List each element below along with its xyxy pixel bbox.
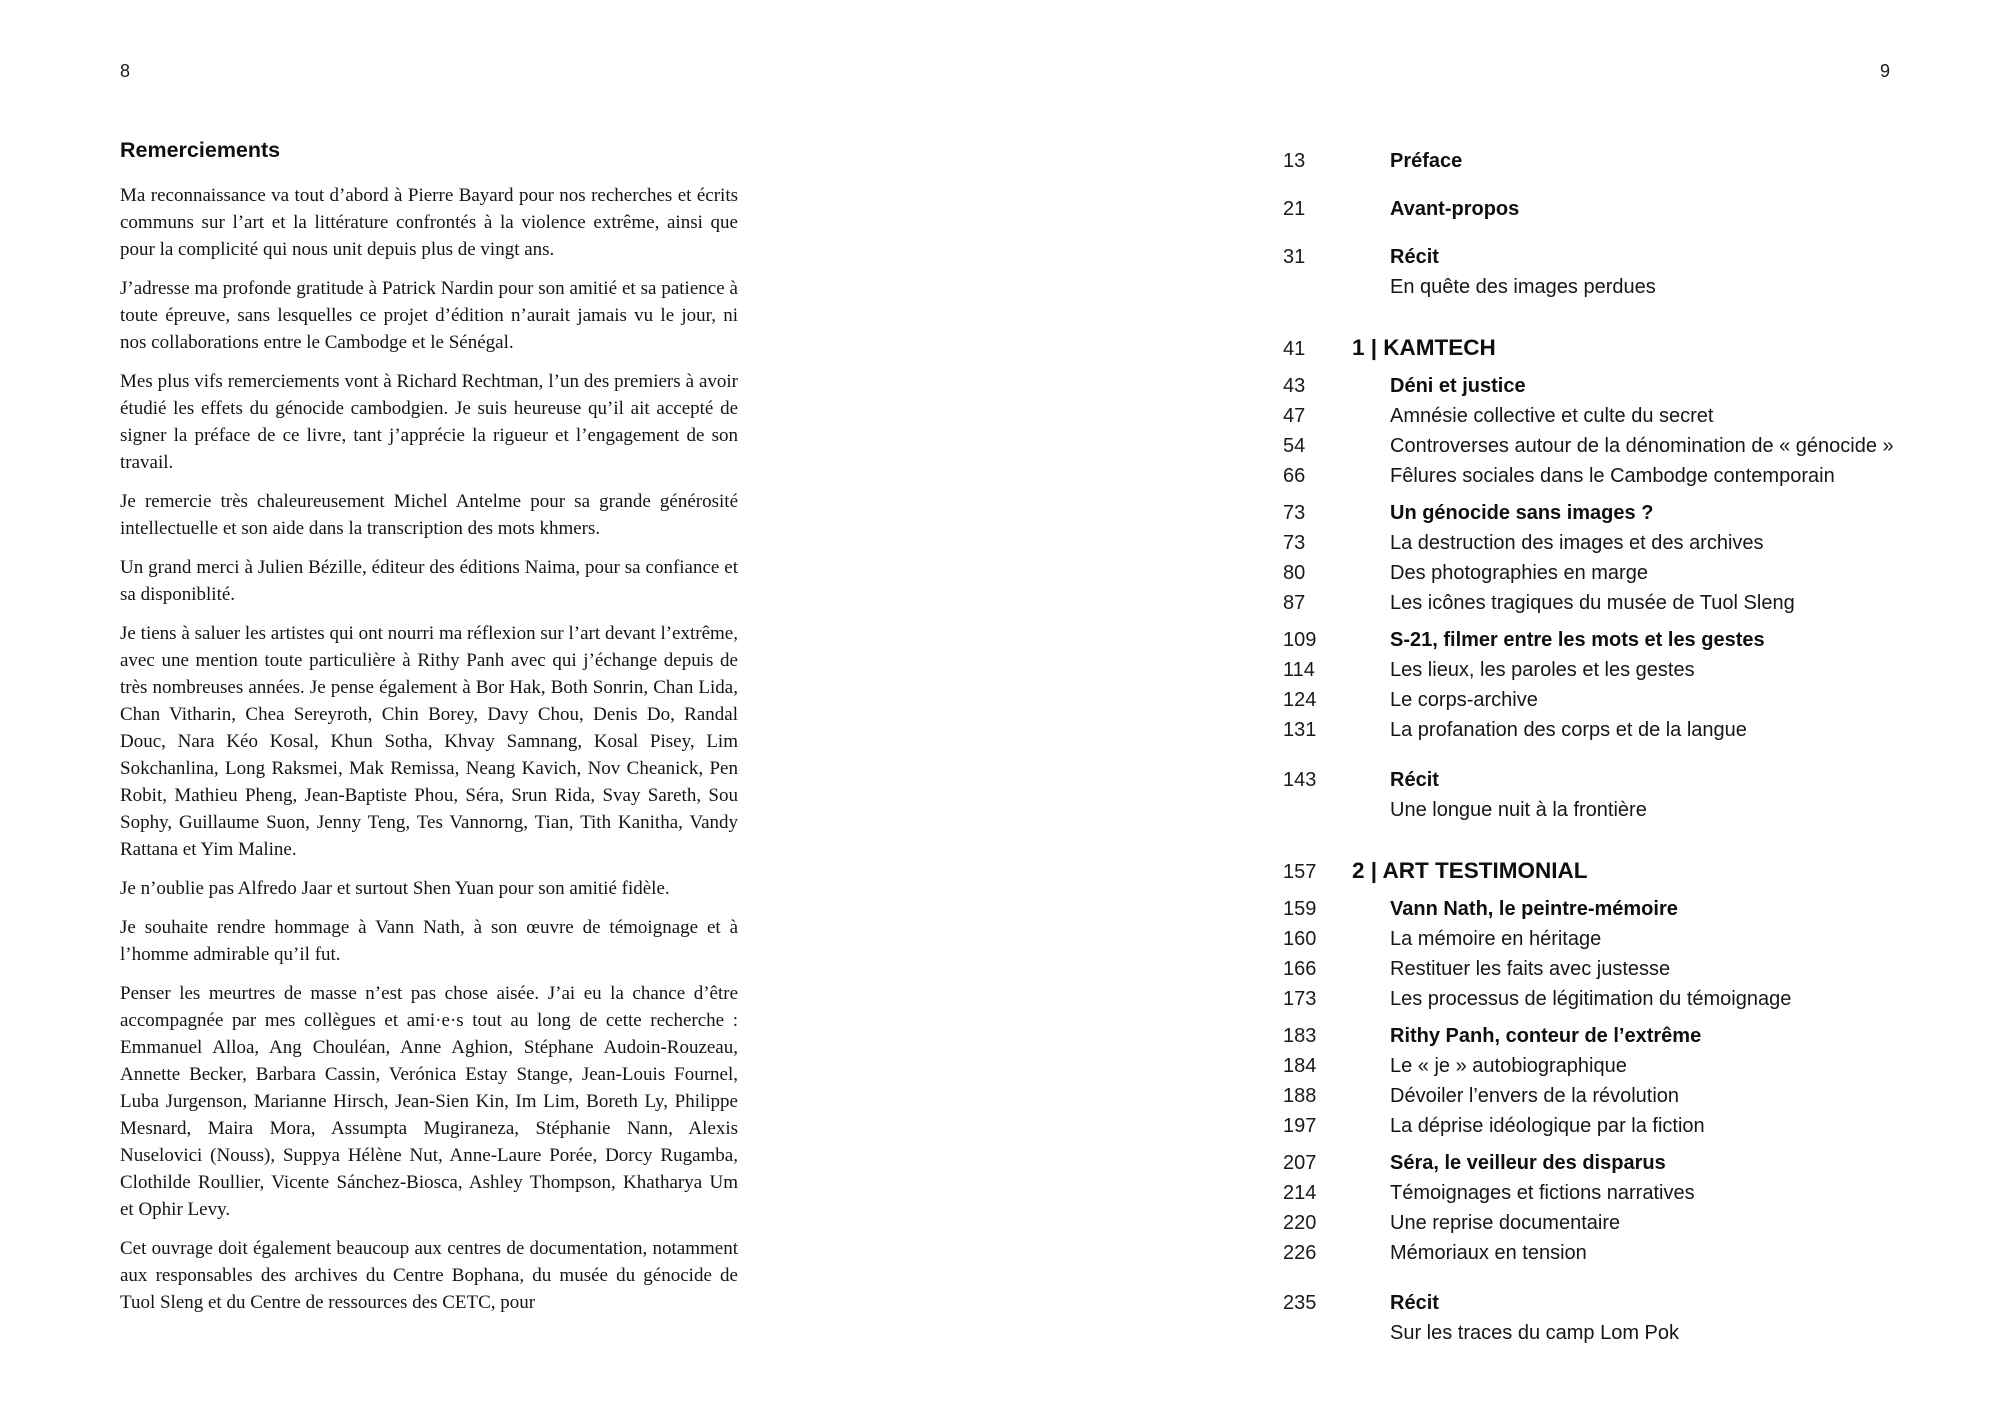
left-page-number: 8 [120,61,131,81]
toc-title: Déni et justice [1390,375,1526,397]
toc-entry [1283,558,1963,588]
toc-titles [1352,856,1963,886]
toc-titles [1390,954,1963,984]
toc-entry [1283,765,1963,825]
toc-page-number: 235 [1283,1292,1317,1314]
toc-page-number: 207 [1283,1152,1317,1174]
toc-titles [1390,558,1963,588]
paragraph: Je remercie très chaleureusement Michel Antelme pour sa grande générosité intellectuelle et son aide dans la transcription des mots khmers. [120,491,738,539]
toc-page-number: 124 [1283,689,1317,711]
acknowledgments-heading: Remerciements [120,138,281,162]
toc-titles [1390,685,1963,715]
toc-entry [1283,498,1963,528]
toc-titles [1390,528,1963,558]
toc-titles [1390,1051,1963,1081]
toc-titles [1390,242,1963,302]
toc-title: Amnésie collective et culte du secret [1390,405,1714,427]
toc-entry [1283,1021,1963,1051]
toc-titles [1390,1081,1963,1111]
toc-entry [1283,431,1963,461]
right-page-number: 9 [1879,61,1890,81]
toc-page-number: 80 [1283,562,1306,584]
toc-page-number: 54 [1283,435,1306,457]
toc-entry [1283,625,1963,655]
paragraph: Cet ouvrage doit également beaucoup aux centres de documentation, notamment aux responsables des archives du Centre Bophana, du musée du génocide de Tuol Sleng et du Centre de ressources des CETC, pour [120,1238,738,1313]
toc-page-number: 157 [1283,861,1317,883]
toc-titles [1390,715,1963,745]
toc-titles [1390,1238,1963,1268]
paragraph: J’adresse ma profonde gratitude à Patrick Nardin pour son amitié et sa patience à toute épreuve, sans lesquelles ce projet d’édition n’aurait jamais vu le jour, ni nos collaborations entre le Cambodge et le Sénégal. [120,278,738,353]
toc-title: 1 | KAMTECH [1352,335,1496,360]
toc-title: Une reprise documentaire [1390,1212,1621,1234]
toc-entry [1283,655,1963,685]
toc-titles [1390,461,1963,491]
toc-entry [1283,856,1963,887]
toc-page-number: 220 [1283,1212,1317,1234]
toc-entry [1283,1208,1963,1238]
toc-page-number: 159 [1283,898,1317,920]
toc-titles [1390,431,1963,461]
toc-entry [1283,1051,1963,1081]
paragraph: Penser les meurtres de masse n’est pas chose aisée. J’ai eu la chance d’être accompagnée par mes collègues et ami·e·s tout au long de cette recherche : Emmanuel Alloa, Ang Chouléan, Anne Aghion, Stéphane Audoin-Rouzeau, Annette Becker, Barbara Cassin, Verónica Estay Stange, Jean-Louis Fournel, Luba Jurgenson, Marianne Hirsch, Jean-Sien Kin, Im Lim, Boreth Ly, Philippe Mesnard, Maira Mora, Assumpta Mugiraneza, Stéphanie Nann, Alexis Nuselovici (Nouss), Suppya Hélène Nut, Anne-Laure Porée, Dorcy Rugamba, Clothilde Roullier, Vicente Sánchez-Biosca, Ashley Thompson, Khatharya Um et Ophir Levy. [120,983,738,1220]
toc-entry [1283,371,1963,401]
toc-title: Vann Nath, le peintre-mémoire [1390,898,1678,920]
toc-title: Un génocide sans images ? [1390,502,1654,524]
toc-page-number: 114 [1283,659,1315,681]
toc-subtitle: Une longue nuit à la frontière [1390,799,1647,821]
toc-title: La déprise idéologique par la fiction [1390,1115,1705,1137]
toc-page-number: 41 [1283,338,1306,360]
toc-title: Récit [1390,769,1439,791]
toc-title: Restituer les faits avec justesse [1390,958,1671,980]
paragraph: Je tiens à saluer les artistes qui ont nourri ma réflexion sur l’art devant l’extrême, avec une mention toute particulière à Rithy Panh avec qui j’échange depuis de très nombreuses années. Je pense également à Bor Hak, Both Sonrin, Chan Lida, Chan Vitharin, Chea Sereyroth, Chin Borey, Davy Chou, Denis Do, Randal Douc, Nara Kéo Kosal, Khun Sotha, Khvay Samnang, Kosal Pisey, Lim Sokchanlina, Long Raksmei, Mak Remissa, Neang Kavich, Nov Cheanick, Pen Robit, Mathieu Pheng, Jean-Baptiste Phou, Séra, Srun Rida, Svay Sareth, Sou Sophy, Guillaume Suon, Jenny Teng, Tes Vannorng, Tian, Tith Kanitha, Vandy Rattana et Yim Maline. [120,623,738,860]
toc-page-number: 143 [1283,769,1317,791]
toc-title: 2 | ART TESTIMONIAL [1352,858,1588,883]
toc-entry [1283,984,1963,1014]
toc-entry [1283,194,1963,224]
toc-title: Le « je » autobiographique [1390,1055,1627,1077]
toc-entry [1283,1111,1963,1141]
toc-page-number: 197 [1283,1115,1317,1137]
toc-title: Avant-propos [1390,198,1520,220]
toc-titles [1390,1208,1963,1238]
toc-page-number: 87 [1283,592,1306,614]
toc-entry [1283,333,1963,364]
toc-page-number: 183 [1283,1025,1317,1047]
toc-title: Mémoriaux en tension [1390,1242,1587,1264]
toc-title: Les icônes tragiques du musée de Tuol Sleng [1390,592,1795,614]
toc-titles [1390,371,1963,401]
toc-subtitle: En quête des images perdues [1390,276,1656,298]
toc-page-number: 173 [1283,988,1317,1010]
right-page [1004,0,2008,1417]
toc-page-number: 160 [1283,928,1317,950]
toc-titles [1390,401,1963,431]
toc-title: La profanation des corps et de la langue [1390,719,1747,741]
toc-page-number: 73 [1283,502,1306,524]
toc-entry [1283,1081,1963,1111]
toc-title: Rithy Panh, conteur de l’extrême [1390,1025,1702,1047]
toc-title: Controverses autour de la dénomination de « génocide » [1390,435,1894,457]
toc-titles [1390,498,1963,528]
toc-page-number: 166 [1283,958,1317,980]
toc-subtitle: Sur les traces du camp Lom Pok [1390,1322,1680,1344]
toc-title: Récit [1390,246,1439,268]
paragraph: Mes plus vifs remerciements vont à Richard Rechtman, l’un des premiers à avoir étudié les effets du génocide cambodgien. Je suis heureuse qu’il ait accepté de signer la préface de ce livre, tant j’apprécie la rigueur et l’engagement de son travail. [120,371,738,473]
toc-entry [1283,1178,1963,1208]
toc-entry [1283,528,1963,558]
toc-entry [1283,894,1963,924]
toc-entry [1283,924,1963,954]
toc-entry [1283,401,1963,431]
toc-entry [1283,242,1963,302]
toc-titles [1390,146,1963,176]
paragraph: Un grand merci à Julien Bézille, éditeur des éditions Naima, pour sa confiance et sa disponiblité. [120,557,738,605]
toc-entry [1283,461,1963,491]
toc-titles [1390,984,1963,1014]
toc-page-number: 66 [1283,465,1306,487]
toc-page-number: 188 [1283,1085,1317,1107]
toc-titles [1390,1111,1963,1141]
toc-titles [1390,1178,1963,1208]
toc-page-number: 47 [1283,405,1306,427]
toc-entry [1283,588,1963,618]
toc-page-number: 184 [1283,1055,1317,1077]
toc-titles [1390,894,1963,924]
paragraph: Je souhaite rendre hommage à Vann Nath, à son œuvre de témoignage et à l’homme admirable qu’il fut. [120,917,738,965]
toc-page-number: 31 [1283,246,1306,268]
toc-page-number: 73 [1283,532,1306,554]
toc-titles [1390,1148,1963,1178]
toc-titles [1390,1021,1963,1051]
toc-titles [1390,655,1963,685]
toc-title: La mémoire en héritage [1390,928,1602,950]
paragraph: Ma reconnaissance va tout d’abord à Pierre Bayard pour nos recherches et écrits communs sur l’art et la littérature confrontés à la violence extrême, ainsi que pour la complicité qui nous unit depuis plus de vingt ans. [120,185,738,260]
toc-title: Les lieux, les paroles et les gestes [1390,659,1695,681]
toc-title: Les processus de légitimation du témoignage [1390,988,1792,1010]
toc-title: Témoignages et fictions narratives [1390,1182,1695,1204]
toc-entry [1283,146,1963,176]
toc-title: Dévoiler l’envers de la révolution [1390,1085,1680,1107]
toc-titles [1352,333,1963,363]
paragraph: Je n’oublie pas Alfredo Jaar et surtout Shen Yuan pour son amitié fidèle. [120,878,670,899]
toc-page-number: 214 [1283,1182,1317,1204]
toc-page-number: 13 [1283,150,1306,172]
toc-title: La destruction des images et des archives [1390,532,1764,554]
toc-titles [1390,194,1963,224]
toc-title: S-21, filmer entre les mots et les gestes [1390,629,1765,651]
toc-page-number: 226 [1283,1242,1317,1264]
toc-entry [1283,1238,1963,1268]
toc-title: Préface [1390,150,1463,172]
toc-title: Récit [1390,1292,1439,1314]
toc-entry [1283,1288,1963,1348]
toc-titles [1390,765,1963,825]
toc-page-number: 21 [1283,198,1306,220]
table-of-contents [1283,146,1963,1348]
toc-page-number: 109 [1283,629,1317,651]
toc-entry [1283,685,1963,715]
toc-entry [1283,715,1963,745]
toc-titles [1390,588,1963,618]
toc-entry [1283,954,1963,984]
toc-title: Séra, le veilleur des disparus [1390,1152,1666,1174]
toc-titles [1390,625,1963,655]
toc-title: Fêlures sociales dans le Cambodge contemporain [1390,465,1835,487]
toc-entry [1283,1148,1963,1178]
toc-page-number: 131 [1283,719,1317,741]
toc-title: Le corps-archive [1390,689,1538,711]
acknowledgments-paragraphs [120,182,738,1316]
toc-titles [1390,1288,1963,1348]
toc-title: Des photographies en marge [1390,562,1648,584]
toc-page-number: 43 [1283,375,1306,397]
toc-titles [1390,924,1963,954]
